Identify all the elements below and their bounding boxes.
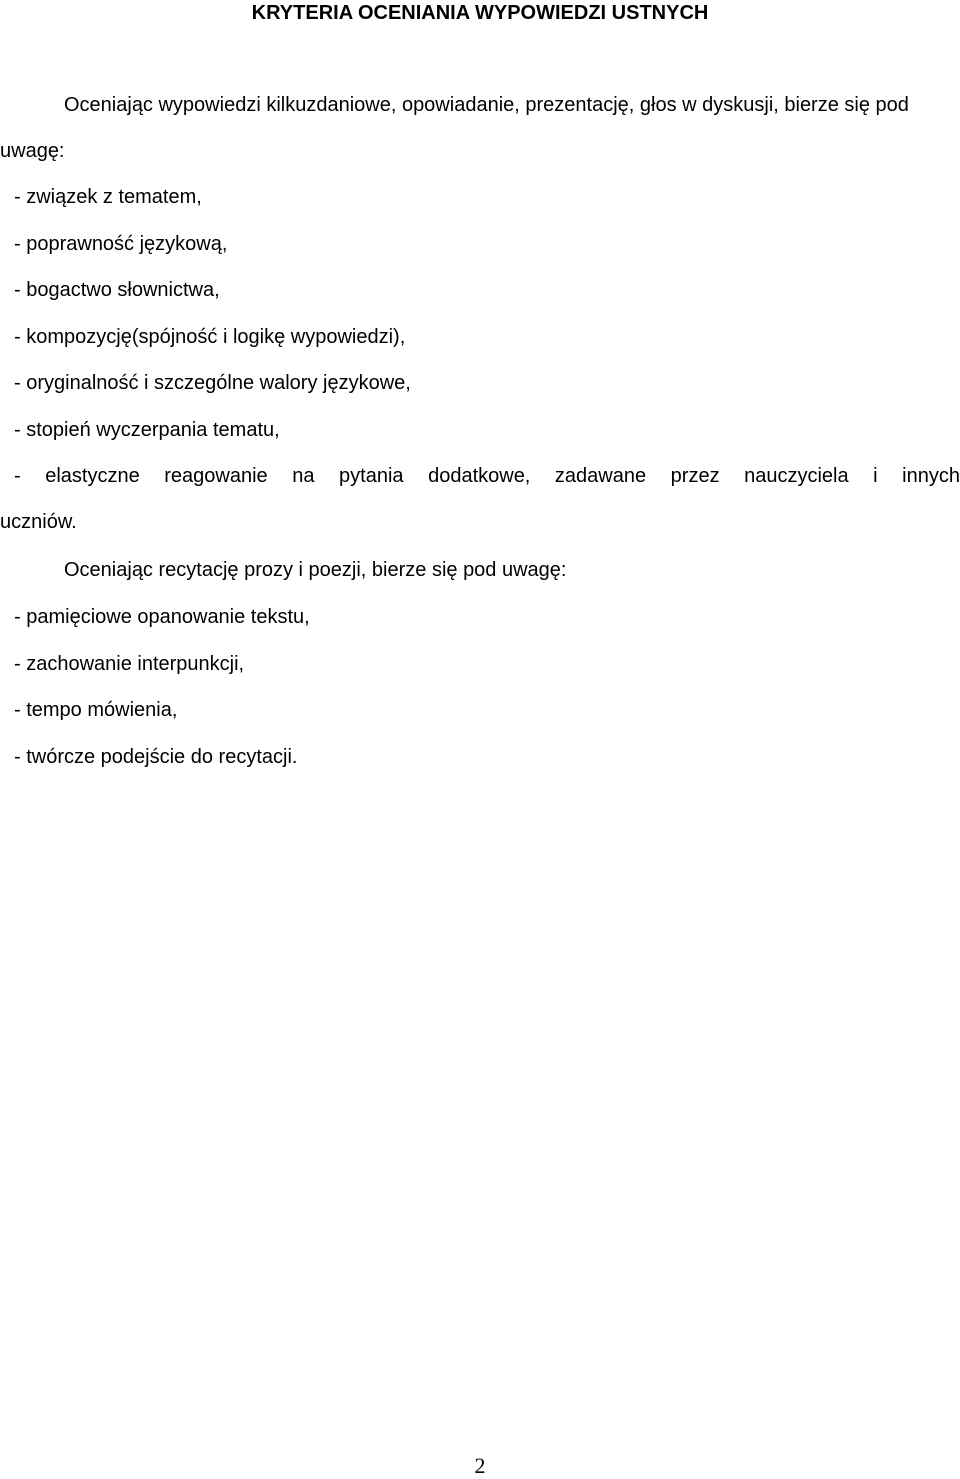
list-item: - oryginalność i szczególne walory językowe, (14, 372, 411, 394)
list-item: - stopień wyczerpania tematu, (14, 418, 280, 441)
list-item: - tempo mówienia, (14, 699, 178, 721)
list-item: - zachowanie interpunkcji, (14, 652, 245, 675)
section1-intro-text: Oceniając wypowiedzi kilkuzdaniowe, opowiadanie, prezentację, głos w dyskusji, bierze się pod uwagę: (0, 94, 909, 162)
section1-last-item-line1: - elastyczne reagowanie na pytania dodatkowe, zadawane przez nauczyciela i innych (14, 465, 960, 487)
list-item: - twórcze podejście do recytacji. (14, 745, 298, 768)
list-item: - poprawność językową, (14, 232, 228, 255)
page-number: 2 (474, 1453, 486, 1478)
list-item: - bogactwo słownictwa, (14, 279, 220, 301)
section2-criteria-list (14, 594, 960, 780)
section1-last-item (0, 453, 960, 545)
section1-last-item-line2: uczniów. (0, 511, 77, 533)
section2-intro-text: Oceniając recytację prozy i poezji, bierze się pod uwagę: (64, 559, 567, 581)
list-item: - kompozycję(spójność i logikę wypowiedzi), (14, 325, 406, 348)
section2-intro (0, 547, 960, 593)
list-item: - związek z tematem, (14, 186, 202, 208)
page-title: KRYTERIA OCENIANIA WYPOWIEDZI USTNYCH (251, 2, 709, 24)
section1-criteria-list (14, 174, 960, 453)
section1-intro (0, 82, 960, 174)
list-item: - pamięciowe opanowanie tekstu, (14, 606, 310, 628)
